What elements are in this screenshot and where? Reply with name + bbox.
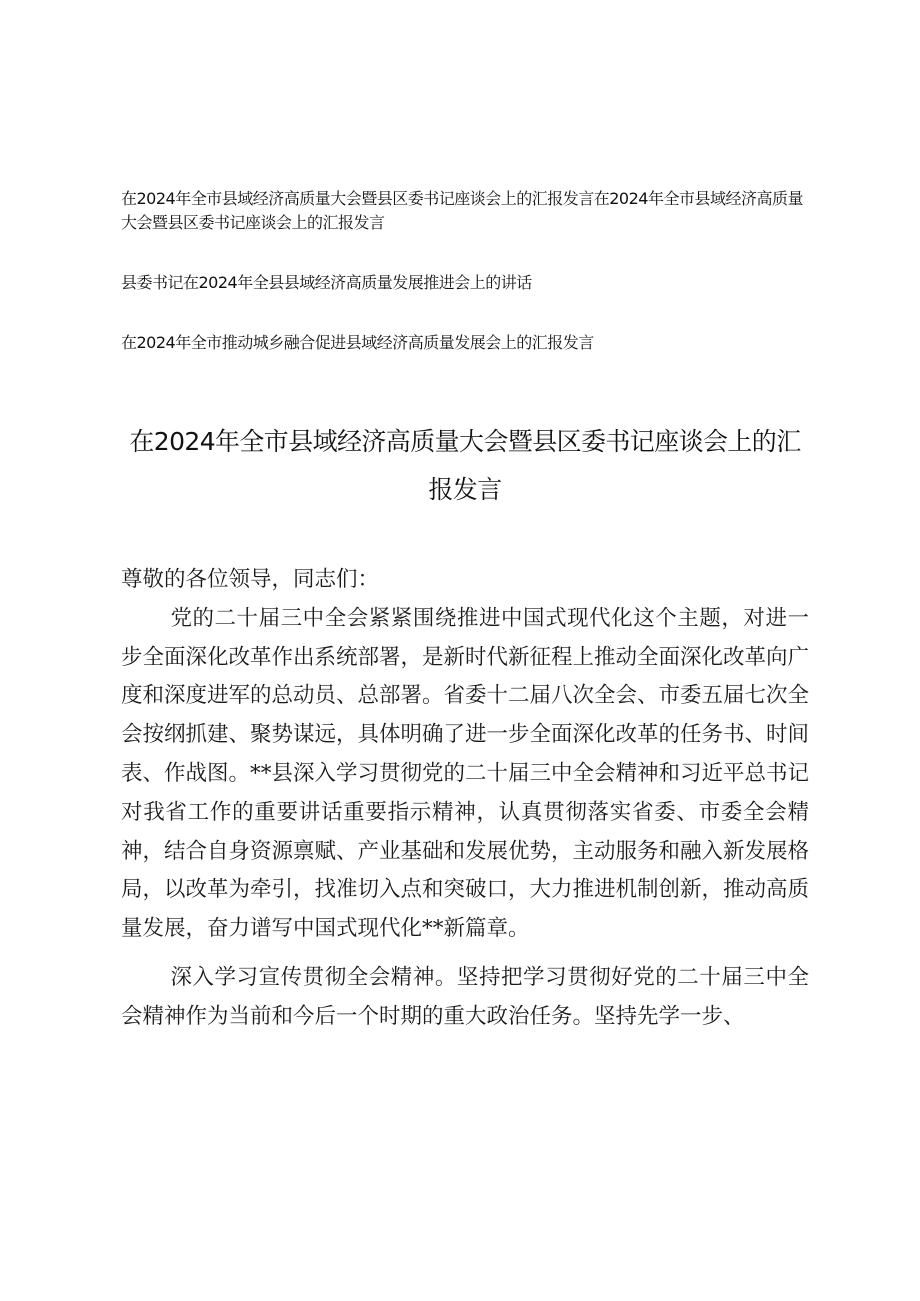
salutation: 尊敬的各位领导，同志们： xyxy=(121,567,380,592)
table-of-contents xyxy=(121,187,811,355)
toc-item-2[interactable]: 县委书记在2024年全县县域经济高质量发展推进会上的讲话 xyxy=(121,273,532,292)
toc-item-1[interactable]: 在2024年全市县域经济高质量大会暨县区委书记座谈会上的汇报发言在2024年全市县域经济高质量大会暨县区委书记座谈会上的汇报发言 xyxy=(121,189,803,232)
document-body xyxy=(121,561,809,1037)
body-paragraph-1: 党的二十届三中全会紧紧围绕推进中国式现代化这个主题，对进一步全面深化改革作出系统部署，是新时代新征程上推动全面深化改革向广度和深度进军的总动员、总部署。省委十二届八次全会、市委五届七次全会按纲抓建、聚势谋远，具体明确了进一步全面深化改革的任务书、时间表、作战图。**县深入学习贯彻党的二十届三中全会精神和习近平总书记对我省工作的重要讲话重要指示精神，认真贯彻落实省委、市委全会精神，结合自身资源禀赋、产业基础和发展优势，主动服务和融入新发展格局，以改革为牵引，找准切入点和突破口，大力推进机制创新，推动高质量发展，奋力谱写中国式现代化**新篇章。 xyxy=(121,605,810,942)
document-title: 在2024年全市县域经济高质量大会暨县区委书记座谈会上的汇报发言 xyxy=(129,427,801,504)
toc-item-3[interactable]: 在2024年全市推动城乡融合促进县域经济高质量发展会上的汇报发言 xyxy=(121,333,594,352)
body-paragraph-2: 深入学习宣传贯彻全会精神。坚持把学习贯彻好党的二十届三中全会精神作为当前和今后一个时期的重大政治任务。坚持先学一步、 xyxy=(121,964,809,1029)
